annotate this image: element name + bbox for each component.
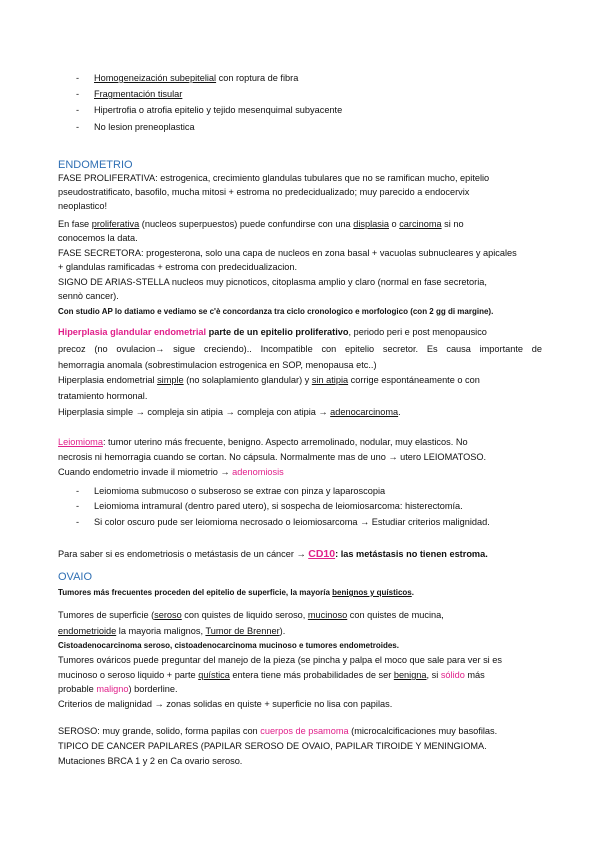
paragraph-line: Tumores de superficie (seroso con quistes de liquido seroso, mucinoso con quistes de mucina, [58, 610, 444, 620]
paragraph-line: conocemos la data. [58, 233, 138, 243]
paragraph-line: Con studio AP lo datiamo e vediamo se c'è concordanza tra ciclo cronologico e morfologico (con 2 gg di margine). [58, 307, 494, 316]
list-item: Homogeneización subepitelial con roptura de fibra [94, 73, 299, 83]
section-heading-endometrio: ENDOMETRIO [58, 159, 133, 171]
bullet-dash: - [76, 73, 80, 83]
paragraph-line: neoplastico! [58, 201, 108, 211]
paragraph-line: Mutaciones BRCA 1 y 2 en Ca ovario seroso. [58, 756, 243, 766]
bullet-dash: - [76, 501, 80, 511]
paragraph-line: hemorragia anomala (sobrestimulacion estrogenica en SOP, menopausa etc..) [58, 360, 377, 370]
list-item: Leiomioma submucoso o subseroso se extrae con pinza y laparoscopia [94, 486, 386, 496]
paragraph-line: Leiomioma: tumor uterino más frecuente, benigno. Aspecto arremolinado, nodular, muy elasticos. No [58, 437, 468, 447]
paragraph-line: precoz (no ovulacion→ sigue creciendo).. Incompatible con epitelio secretor. Es causa importante de [58, 344, 542, 354]
paragraph-line: probable maligno) borderline. [58, 684, 178, 694]
list-item: Si color oscuro pude ser leiomioma necrosado o leiomiosarcoma → Estudiar criterios malignidad. [94, 517, 490, 527]
paragraph-line: + glandulas ramificadas + estroma con predecidualizacion. [58, 262, 298, 272]
list-item: Leiomioma intramural (dentro pared utero), si sospecha de leiomiosarcoma: histerectomía. [94, 501, 463, 511]
bullet-dash: - [76, 517, 80, 527]
paragraph-line: FASE SECRETORA: progesterona, solo una capa de nucleos en zona basal + vacuolas subnucleares y apicales [58, 248, 517, 258]
list-item: Hipertrofia o atrofia epitelio y tejido mesenquimal subyacente [94, 105, 343, 115]
paragraph-line: Tumores ováricos puede preguntar del manejo de la pieza (se pincha y palpa el moco que sale para ver si es [58, 655, 502, 665]
list-item: Fragmentación tisular [94, 89, 183, 99]
paragraph-line: TIPICO DE CANCER PAPILARES (PAPILAR SEROSO DE OVAIO, PAPILAR TIROIDE Y MENINGIOMA. [58, 741, 487, 751]
paragraph-line: Cistoadenocarcinoma seroso, cistoadenocarcinoma mucinoso e tumores endometroides. [58, 641, 399, 650]
bullet-dash: - [76, 486, 80, 496]
bullet-dash: - [76, 89, 80, 99]
section-heading-ovaio: OVAIO [58, 571, 93, 583]
paragraph-line: SEROSO: muy grande, solido, forma papilas con cuerpos de psamoma (microcalcificaciones muy basofilas. [58, 726, 498, 736]
paragraph-line: Hiperplasia simple → compleja sin atipia → compleja con atipia → adenocarcinoma. [58, 407, 401, 417]
bullet-dash: - [76, 105, 80, 115]
paragraph-line: Tumores más frecuentes proceden del epitelio de superficie, la mayoría benignos y quísticos. [58, 588, 414, 597]
paragraph-line: Cuando endometrio invade il miometrio → adenomiosis [58, 467, 284, 477]
paragraph-line: Hiperplasia glandular endometrial parte de un epitelio proliferativo, periodo peri e post menopausico [58, 327, 487, 337]
paragraph-line: Para saber si es endometriosis o metástasis de un cáncer → CD10: las metástasis no tienen estroma. [58, 548, 488, 560]
paragraph-line: En fase proliferativa (nucleos superpuestos) puede confundirse con una displasia o carcinoma si no [58, 219, 464, 229]
paragraph-line: SIGNO DE ARIAS-STELLA nucleos muy picnoticos, citoplasma amplio y claro (normal en fase secretoria, [58, 277, 487, 287]
paragraph-line: FASE PROLIFERATIVA: estrogenica, crecimiento glandulas tubulares que no se ramifican mucho, epitelio [58, 173, 490, 183]
paragraph-line: mucinoso o seroso liquido + parte quística entera tiene más probabilidades de ser benigna, si sólido más [58, 670, 485, 680]
paragraph-line: tratamiento hormonal. [58, 391, 148, 401]
list-item: No lesion preneoplastica [94, 122, 195, 132]
paragraph-line: Hiperplasia endometrial simple (no solaplamiento glandular) y sin atipia corrige espontáneamente o con [58, 375, 480, 385]
paragraph-line: sennò cancer). [58, 291, 119, 301]
paragraph-line: pseudostratificato, basofilo, mucha mitosi + estroma no predecidualizado; muy parecido a endocervix [58, 187, 470, 197]
paragraph-line: Criterios de malignidad → zonas solidas en quiste + superficie no lisa con papilas. [58, 699, 393, 709]
bullet-dash: - [76, 122, 80, 132]
paragraph-line: necrosis ni hemorragia cuando se cortan. No cápsula. Normalmente mas de uno → utero LEIOMATOSO. [58, 452, 487, 462]
paragraph-line: endometrioide la mayoria malignos, Tumor de Brenner). [58, 626, 286, 636]
